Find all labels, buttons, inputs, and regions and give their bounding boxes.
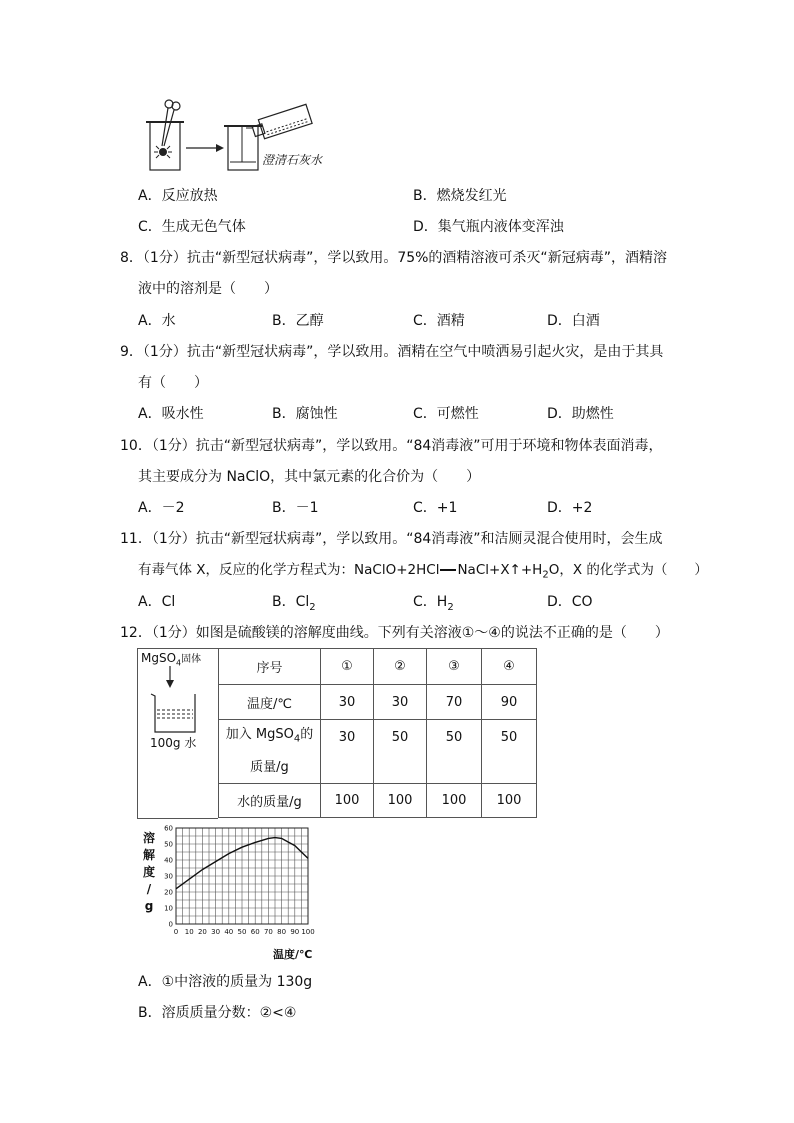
q12-table-cell: 70 bbox=[427, 685, 482, 720]
q12-ylabel-char: 溶 bbox=[142, 831, 155, 845]
x-tick-label: 90 bbox=[290, 928, 300, 936]
q12-table-header: ② bbox=[374, 649, 427, 685]
q9-option-d[interactable]: D．助燃性 bbox=[547, 406, 614, 422]
x-tick-label: 100 bbox=[301, 928, 315, 936]
q12-table-cell: 100 bbox=[482, 784, 537, 818]
q12-table-cell bbox=[219, 720, 321, 784]
q12-ylabel-char: 解 bbox=[142, 848, 155, 862]
q11-option-c-sub: 2 bbox=[447, 601, 454, 613]
x-tick-label: 80 bbox=[277, 928, 287, 936]
q7-option-b[interactable]: B．燃烧发红光 bbox=[413, 188, 507, 204]
y-tick-label: 0 bbox=[168, 920, 173, 929]
q8-option-d[interactable]: D．白酒 bbox=[547, 313, 600, 329]
x-tick-label: 10 bbox=[184, 928, 194, 936]
x-tick-label: 50 bbox=[237, 928, 247, 936]
q12-table-cell: 50 bbox=[482, 720, 537, 784]
q11-option-d-text: D．CO bbox=[547, 594, 593, 610]
q12-table-cell: 30 bbox=[374, 685, 427, 720]
q12-table-header: ④ bbox=[482, 649, 537, 685]
q12-solid-text: 固体 bbox=[181, 654, 202, 665]
q12-ylabel-char: g bbox=[144, 899, 154, 913]
q11-stem-line1: 11．（1分）抗击“新型冠状病毒”，学以致用。“84消毒液”和洁厕灵混合使用时，会生成 bbox=[120, 531, 663, 547]
q11-equation-right: NaCl+X↑+H bbox=[457, 562, 543, 578]
q12-beaker-water-label: 100g 水 bbox=[150, 736, 197, 750]
y-tick-label: 30 bbox=[164, 872, 173, 881]
q9-option-b[interactable]: B．腐蚀性 bbox=[272, 406, 338, 422]
q12-stem-line1: 12．（1分）如图是硫酸镁的溶解度曲线。下列有关溶液①～④的说法不正确的是（ ） bbox=[120, 625, 669, 641]
q8-option-b[interactable]: B．乙醇 bbox=[272, 313, 324, 329]
q12-mgso4-sub: 4 bbox=[176, 658, 182, 668]
q10-option-d[interactable]: D．+2 bbox=[547, 500, 593, 516]
q10-option-a[interactable]: A．－2 bbox=[138, 500, 185, 516]
x-tick-label: 0 bbox=[173, 928, 179, 936]
q12-chart-ylabel bbox=[141, 830, 157, 915]
q12-mgso4-text: MgSO bbox=[141, 651, 177, 665]
q8-stem-line1: 8．（1分）抗击“新型冠状病毒”，学以致用。75%的酒精溶液可杀灭“新冠病毒”，酒精溶 bbox=[120, 250, 667, 266]
q10-stem-line1: 10．（1分）抗击“新型冠状病毒”，学以致用。“84消毒液”可用于环境和物体表面消毒， bbox=[120, 438, 663, 454]
q12-option-a[interactable]: A．①中溶液的质量为 130g bbox=[138, 974, 313, 990]
q11-equation-left: 有毒气体 X，反应的化学方程式为：NaClO+2HCl bbox=[138, 562, 440, 578]
q12-table-cell: 30 bbox=[321, 685, 374, 720]
q9-stem-line1: 9．（1分）抗击“新型冠状病毒”，学以致用。酒精在空气中喷洒易引起火灾，是由于其具 bbox=[120, 344, 664, 360]
q11-option-c-text: C．H bbox=[413, 594, 448, 610]
q12-table-cell: 30 bbox=[321, 720, 374, 784]
x-tick-label: 20 bbox=[197, 928, 207, 936]
q9-option-c[interactable]: C．可燃性 bbox=[413, 406, 479, 422]
q8-option-a[interactable]: A．水 bbox=[138, 313, 176, 329]
q12-added-label-c: 质量/g bbox=[250, 759, 289, 775]
q12-ylabel-char: 度 bbox=[142, 865, 155, 879]
y-tick-label: 20 bbox=[164, 888, 173, 897]
q11-option-c[interactable] bbox=[413, 592, 454, 618]
q12-solubility-chart bbox=[158, 822, 328, 946]
q10-stem-line2: 其主要成分为 NaClO，其中氯元素的化合价为（ ） bbox=[138, 469, 481, 485]
y-tick-label: 50 bbox=[164, 840, 173, 849]
q7-option-a[interactable]: A．反应放热 bbox=[138, 188, 218, 204]
q11-h2o-sub: 2 bbox=[542, 569, 549, 581]
q12-chart-xlabel: 温度/℃ bbox=[273, 948, 313, 961]
q12-table-header: ① bbox=[321, 649, 374, 685]
q7-option-c[interactable]: C．生成无色气体 bbox=[138, 219, 246, 235]
q12-table-cell: 水的质量/g bbox=[219, 784, 321, 818]
q11-equals-bar bbox=[440, 569, 456, 571]
y-tick-label: 40 bbox=[164, 856, 173, 865]
q10-option-c[interactable]: C．+1 bbox=[413, 500, 458, 516]
q12-table bbox=[218, 648, 537, 818]
q12-ylabel-char: / bbox=[146, 882, 152, 896]
q7-figure-label: 澄清石灰水 bbox=[262, 153, 323, 167]
q11-option-b-text: B．Cl bbox=[272, 594, 310, 610]
q12-beaker-top-label bbox=[141, 650, 201, 667]
y-tick-label: 60 bbox=[164, 824, 173, 833]
q11-option-b-sub: 2 bbox=[309, 601, 316, 613]
q11-option-a[interactable] bbox=[138, 592, 175, 612]
q11-stem-line2 bbox=[138, 560, 708, 580]
q8-option-c[interactable]: C．酒精 bbox=[413, 313, 465, 329]
q12-table-cell: 90 bbox=[482, 685, 537, 720]
q10-option-b[interactable]: B．－1 bbox=[272, 500, 319, 516]
q12-added-label-b: 的 bbox=[300, 727, 314, 743]
q12-table-header: 序号 bbox=[219, 649, 321, 685]
x-tick-label: 60 bbox=[250, 928, 260, 936]
x-tick-label: 70 bbox=[263, 928, 273, 936]
q12-option-b[interactable]: B．溶质质量分数：②<④ bbox=[138, 1005, 297, 1021]
q11-equation-end: O，X 的化学式为（ ） bbox=[548, 562, 708, 578]
q9-stem-line2: 有（ ） bbox=[138, 375, 208, 391]
q12-table-cell: 100 bbox=[374, 784, 427, 818]
q12-beaker-figure bbox=[145, 666, 205, 736]
q11-option-d[interactable] bbox=[547, 592, 593, 612]
q12-added-label-a: 加入 MgSO bbox=[225, 727, 294, 743]
q12-table-cell: 100 bbox=[321, 784, 374, 818]
q12-table-cell: 50 bbox=[427, 720, 482, 784]
q12-table-header: ③ bbox=[427, 649, 482, 685]
q12-added-label-sub: 4 bbox=[293, 733, 301, 745]
x-tick-label: 30 bbox=[211, 928, 221, 936]
q9-option-a[interactable]: A．吸水性 bbox=[138, 406, 204, 422]
y-tick-label: 10 bbox=[164, 904, 173, 913]
q7-option-d[interactable]: D．集气瓶内液体变浑浊 bbox=[413, 219, 564, 235]
q12-table-cell: 50 bbox=[374, 720, 427, 784]
q12-table-cell: 温度/℃ bbox=[219, 685, 321, 720]
q11-option-b[interactable] bbox=[272, 592, 316, 618]
x-tick-label: 40 bbox=[224, 928, 234, 936]
q11-option-a-text: A．Cl bbox=[138, 594, 176, 610]
q8-stem-line2: 液中的溶剂是（ ） bbox=[138, 281, 278, 297]
q12-table-cell: 100 bbox=[427, 784, 482, 818]
